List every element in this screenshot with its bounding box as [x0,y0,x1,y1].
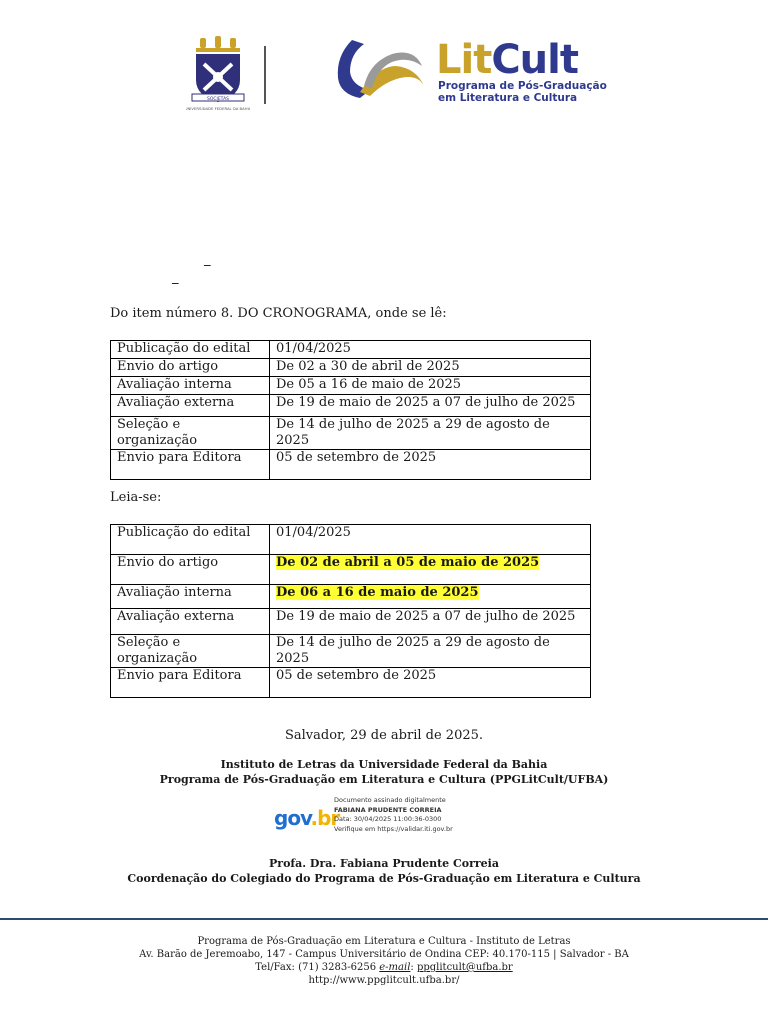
intro-text: Do item número 8. DO CRONOGRAMA, onde se lê: [110,306,447,321]
signer-role: Coordenação do Colegiado do Programa de Pós-Graduação em Literatura e Cultura [127,872,641,885]
row-value: De 14 de julho de 2025 a 29 de agosto de 2025 [270,417,591,450]
row-label: Publicação do edital [111,341,270,359]
signature-verify: Verifique em https://validar.iti.gov.br [334,824,453,833]
signature-signer: FABIANA PRUDENTE CORREIA [334,805,442,814]
logo-divider [264,46,266,104]
table-row [111,377,591,395]
schedule-table-original [110,340,591,480]
table-row [111,450,591,480]
litcult-wordmark: LitCult [436,37,578,83]
footer-address: Av. Barão de Jeremoabo, 147 - Campus Universitário de Ondina CEP: 40.170-115 | Salvador - BA [139,949,629,960]
row-value: 01/04/2025 [270,525,591,555]
table-row [111,359,591,377]
signer-name: Profa. Dra. Fabiana Prudente Correia [269,857,499,870]
leia-se-label: Leia-se: [110,490,162,505]
table-row [111,635,591,668]
row-label: Avaliação externa [111,395,270,417]
stray-mark: _ [172,270,179,285]
table-row [111,525,591,555]
program-line: Programa de Pós-Graduação em Literatura e Cultura (PPGLitCult/UFBA) [159,773,609,786]
table-row [111,555,591,585]
row-label: Seleção e organização [111,635,270,668]
place-date: Salvador, 29 de abril de 2025. [284,728,484,743]
digital-signature-block [334,796,453,834]
stray-mark: _ [204,252,211,267]
highlighted-value: De 06 a 16 de maio de 2025 [276,585,479,600]
table-row [111,395,591,417]
row-value [270,555,591,585]
svg-text:UNIVERSIDADE FEDERAL DA BAHIA: UNIVERSIDADE FEDERAL DA BAHIA [186,106,250,111]
row-label: Avaliação interna [111,585,270,609]
table-row [111,609,591,635]
footer-contact: Tel/Fax: (71) 3283-6256 e-mail: ppglitcult@ufba.br [255,962,513,973]
ufba-logo [186,34,250,120]
row-label: Publicação do edital [111,525,270,555]
row-value: 01/04/2025 [270,341,591,359]
table-row [111,585,591,609]
row-label: Seleção e organização [111,417,270,450]
row-label: Avaliação interna [111,377,270,395]
row-value: De 02 a 30 de abril de 2025 [270,359,591,377]
footer-email-link[interactable]: ppglitcult@ufba.br [416,962,513,973]
footer-website-link[interactable]: http://www.ppglitcult.ufba.br/ [308,975,460,986]
row-label: Envio para Editora [111,668,270,698]
signature-date: Data: 30/04/2025 11:00:36-0300 [334,815,442,823]
institution-line: Instituto de Letras da Universidade Federal da Bahia [220,758,548,771]
row-label: Envio do artigo [111,555,270,585]
table-row [111,417,591,450]
govbr-logo: gov.br [274,806,340,830]
row-value: De 05 a 16 de maio de 2025 [270,377,591,395]
row-label: Envio do artigo [111,359,270,377]
row-label: Envio para Editora [111,450,270,480]
row-value: 05 de setembro de 2025 [270,450,591,480]
footer-program: Programa de Pós-Graduação em Literatura e Cultura - Instituto de Letras [197,936,571,947]
row-value: De 19 de maio de 2025 a 07 de julho de 2025 [270,609,591,635]
schedule-table-corrected [110,524,591,698]
table-row [111,341,591,359]
litcult-subtitle: Programa de Pós-Graduação em Literatura e Cultura [438,80,607,104]
row-value: De 19 de maio de 2025 a 07 de julho de 2025 [270,395,591,417]
highlighted-value: De 02 de abril a 05 de maio de 2025 [276,555,540,570]
footer-email-label: e-mail [379,962,411,973]
row-value: De 14 de julho de 2025 a 29 de agosto de 2025 [270,635,591,668]
signature-caption: Documento assinado digitalmente [334,796,446,804]
footer-phone: Tel/Fax: (71) 3283-6256 [255,962,377,973]
row-value [270,585,591,609]
svg-text:SOCIETAS: SOCIETAS [206,97,230,102]
row-value: 05 de setembro de 2025 [270,668,591,698]
footer-divider [0,918,768,920]
row-label: Avaliação externa [111,609,270,635]
litcult-logo-mark [330,38,426,102]
table-row [111,668,591,698]
